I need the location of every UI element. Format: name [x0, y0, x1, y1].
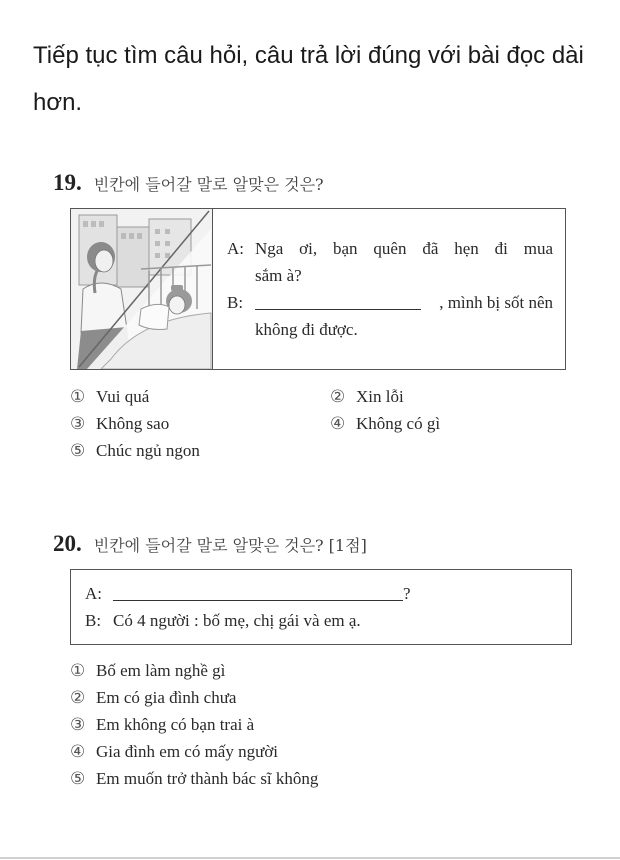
- option-number: ④: [70, 742, 86, 761]
- option-5[interactable]: [70, 765, 318, 792]
- option-number: ③: [70, 715, 86, 734]
- dialog-a-text: Nga ơi, bạn quên đã hẹn đi mua: [255, 239, 553, 258]
- option-text: Chúc ngủ ngon: [96, 441, 200, 460]
- dialog-line-b: [227, 289, 553, 316]
- option-4[interactable]: [70, 738, 318, 765]
- option-2[interactable]: [70, 684, 318, 711]
- option-number: ⑤: [70, 769, 86, 788]
- question-19-illustration: [71, 209, 213, 369]
- option-number: ③: [70, 414, 86, 433]
- option-number: ①: [70, 387, 86, 406]
- option-text: Xin lỗi: [356, 387, 404, 406]
- option-text: Vui quá: [96, 387, 150, 406]
- question-prompt: 빈칸에 들어갈 말로 알맞은 것은?: [93, 175, 324, 194]
- option-text: Em không có bạn trai à: [96, 715, 255, 734]
- question-20-dialog: [85, 580, 411, 634]
- dialog-line-a: [227, 235, 553, 262]
- option-1[interactable]: [70, 657, 318, 684]
- dialog-b-text: Có 4 người : bố mẹ, chị gái và em ạ.: [113, 611, 361, 630]
- option-3[interactable]: [70, 410, 330, 437]
- question-number: 19.: [53, 170, 82, 195]
- answer-blank: [255, 289, 421, 310]
- option-2[interactable]: [330, 383, 530, 410]
- question-19-dialog-box: [70, 208, 566, 370]
- option-number: ②: [70, 688, 86, 707]
- option-number: ②: [330, 387, 346, 406]
- question-20-options: [70, 657, 318, 792]
- option-text: Không có gì: [356, 414, 441, 433]
- question-number: 20.: [53, 531, 82, 556]
- option-text: Gia đình em có mấy người: [96, 742, 279, 761]
- dialog-line-b: [85, 607, 411, 634]
- option-5[interactable]: [70, 437, 330, 464]
- question-prompt: 빈칸에 들어갈 말로 알맞은 것은? [1점]: [93, 536, 367, 555]
- speaker-b-label: B:: [85, 611, 102, 630]
- option-text: Bố em làm nghề gì: [96, 661, 226, 680]
- dialog-a-text-cont: sắm à?: [255, 266, 302, 285]
- question-20-title: [53, 531, 367, 557]
- option-number: ⑤: [70, 441, 86, 460]
- dialog-b-text: , mình bị sốt nên: [439, 293, 553, 312]
- question-20-dialog-box: [70, 569, 572, 645]
- illustration-image-icon: [71, 209, 212, 369]
- dialog-line-a-cont: [227, 262, 553, 289]
- speaker-b-label: B:: [227, 293, 244, 312]
- speaker-a-label: A:: [85, 584, 102, 603]
- answer-blank: [113, 580, 403, 601]
- option-number: ④: [330, 414, 346, 433]
- dialog-a-text: ?: [403, 584, 411, 603]
- option-3[interactable]: [70, 711, 318, 738]
- option-text: Em muốn trở thành bác sĩ không: [96, 769, 319, 788]
- bottom-divider: [0, 857, 620, 859]
- question-19-dialog: [227, 235, 553, 343]
- option-number: ①: [70, 661, 86, 680]
- dialog-line-b-cont: [227, 316, 553, 343]
- question-19-options: [70, 383, 530, 464]
- option-text: Em có gia đình chưa: [96, 688, 237, 707]
- dialog-b-text-cont: không đi được.: [255, 320, 358, 339]
- option-text: Không sao: [96, 414, 170, 433]
- dialog-line-a: [85, 580, 411, 607]
- intro-paragraph: Tiếp tục tìm câu hỏi, câu trả lời đúng với bài đọc dài hơn.: [33, 42, 584, 116]
- speaker-a-label: A:: [227, 239, 244, 258]
- option-4[interactable]: [330, 410, 530, 437]
- option-1[interactable]: [70, 383, 330, 410]
- question-19-title: [53, 170, 324, 196]
